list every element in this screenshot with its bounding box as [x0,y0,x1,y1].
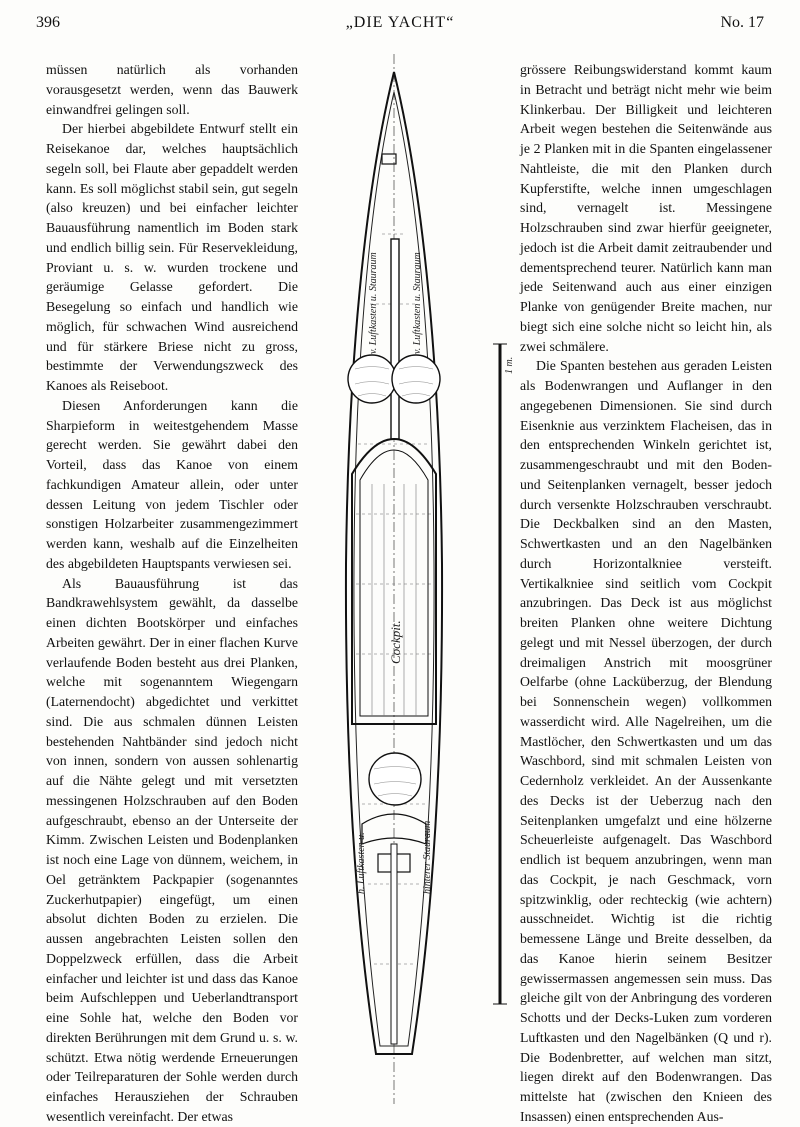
canoe-deck-plan-drawing [300,44,520,1108]
paragraph: grössere Reibungswiderstand kommt kaum in Betracht und beträgt nicht mehr wie beim Klinkerbau. Der Billigkeit und leichteren Arbeit wegen bestehen die Seitenwände aus je 2 Planken mit in die Spanten eingelassener Nahtleiste, die mit den Planken durch Kupferstifte, welche innen umgeschlagen sind, vernagelt ist. Messingene Holzschrauben sind zwar hierfür geeigneter, jedoch ist die Arbeit damit zeitraubender und dementsprechend teurer. Natürlich kann man jede Seitenwand auch aus einer einzigen Planke von genügender Breite machen, nur biegt sich eine solche nicht so leicht hin, als zwei schmälere. [520,62,772,354]
fwd-stbd-label: v. Luftkasten u. Stauraum [412,252,423,354]
page-header [0,14,800,44]
paragraph: Die Spanten bestehen aus geraden Leisten als Bodenwrangen und Auflanger in den angegebenen Dimensionen. Sie sind durch Eisenknie aus verzinktem Flacheisen, das in den entsprechenden Winkeln gerichtet ist, zusammengeschraubt und mit den Boden- und Seitenplanken vernagelt, besser jedoch durch versenkte Holzschrauben verschraubt. Die Deckbalken sind an den Masten, Schwertkasten und an den Nagelbänken durch Horizontalkniee versteift. Vertikalkniee sind seitlich vom Cockpit anzubringen. Das Deck ist aus möglichst breiten Planken ohne weitere Dichtung gelegt und mit Nessel überzogen, der durch dreimaligen Anstrich mit moosgrüner Oelfarbe (ohne Lacküberzug, der Blendung bei Sonnenschein wegen) vollkommen wasserdicht wird. Alle Nagelreihen, um die Mastlöcher, den Schwertkasten und um das Waschbord, sind mit schmalen Leisten von Cedernholz verkleidet. An der Aussenkante des Decks ist der Ueberzug nach den Seitenplanken umgefalzt und eine hölzerne Scheuerleiste aufgenagelt. Das Waschbord endlich ist bequem anzubringen, wenn man das Cockpit, je nach Geschmack, vorn spitzwinklig, oder rechteckig (wie achtern) ausschneidet. Wichtig ist die richtig bemessene Länge und Breite desselben, da das Kanoe hierin seinem Besitzer gewissermassen angemessen sein muss. Das gleiche gilt von der Anbringung des vorderen Schotts und der Decks-Luken zum vorderen Luftkasten und den Nagelbänken (Q und r). Die Bodenbretter, auf welchen man sitzt, liegen direkt auf den Bodenwrangen. Das mittelste hat (zwischen den Knieen des Insassen) einen entsprechenden Aus- [520,358,772,1124]
page-number: 396 [36,14,60,31]
paragraph: müssen natürlich als vorhanden vorausgesetzt werden, wenn das Bauwerk einwandfrei gelingen soll. [46,62,298,117]
aft-tank [369,753,421,805]
canoe-deck-plan-figure [300,44,520,1108]
paragraph: Diesen Anforderungen kann die Sharpieform in weitestgehendem Masse gerecht werden. Sie gewährt dabei den Vorteil, dass das Kanoe von einem fachkundigen Amateur allein, oder unter dessen Leitung von jedem Tischler oder sonstigen Holzarbeiter zusammengezimmert werden kann, weshalb auf die Einzelheiten des abgebildeten Hauptspants verwiesen sei. [46,397,298,571]
fwd-port-label: v. Luftkasten u. Stauraum [368,252,379,354]
forward-port-tank [348,355,396,403]
scale-unit-label: 1 m. [504,356,515,374]
paragraph: Der hierbei abgebildete Entwurf stellt ein Reisekanoe dar, welches hauptsächlich segeln soll, bei Flaute aber gepaddelt werden kann. Es soll möglichst stabil sein, gut segeln (also kreuzen) und bei einfacher leichter Bauausführung namentlich im Boden stark und endlich billig sein. Für Reservekleidung, Proviant u. s. w. wurden trockene und geräumige Gelasse gefordert. Die Besegelung so einfach und handlich wie möglich, für schwachen Wind ausreichend und für stärkere Briese nicht zu gross, bestimmte der Verwendungszweck des Kanoes als Reiseboot. [46,121,298,393]
cockpit-label: Cockpit. [388,620,403,664]
paragraph: Als Bauausführung ist das Bandkrawehlsystem gewählt, da dasselbe einen dichten Bootskörper und einfaches Arbeiten gewährt. Der in einer flachen Kurve verlaufende Boden besteht aus drei Planken, welche mit sogenanntem Wiegengarn (Laternendocht) abgedichtet und verkittet sind. Die aus schmalen dünnen Leisten bestehenden Nahtbänder sind jedoch nicht von innen, sondern von aussen sohlenartig auf die Nähte gelegt und mit versetzten messingenen Holzschrauben auf den Boden aufgeschraubt, ebenso an der Unterseite der Kimm. Zwischen Leisten und Bodenplanken ist noch eine Lage von dünnem, weichem, in Oel getränktem Packpapier (sogenanntes Zuckerhutpapier) eingefügt, um einen absolut dichten Boden zu erzielen. Die aussen angebrachten Leisten sollen den Doppelzweck erfüllen, dass die Arbeit einfacher und leichter ist und dass das Kanoe beim Aufschleppen und Ueberlandtransport eine Sohle hat, welche den Boden vor direkten Berührungen mit dem Grund u. s. w. schützt. Etwa nötig werdende Erneuerungen oder Teilreparaturen der Sohle werden durch einfaches Herausziehen der Schrauben wesentlich vereinfacht. Der etwas [46,575,298,1124]
forward-starboard-tank [392,355,440,403]
journal-title: „DIE YACHT“ [345,14,455,31]
issue-number: No. 17 [720,14,764,31]
aft-port-label: h. Luftkasten u. [356,832,367,894]
scale-bar [493,344,515,1004]
left-text-column [46,60,298,1127]
right-text-column [520,60,772,1127]
rudder-trunk [391,844,397,1044]
aft-stbd-label: hinterer Stauraum [422,820,433,894]
centreboard-case [391,239,399,439]
